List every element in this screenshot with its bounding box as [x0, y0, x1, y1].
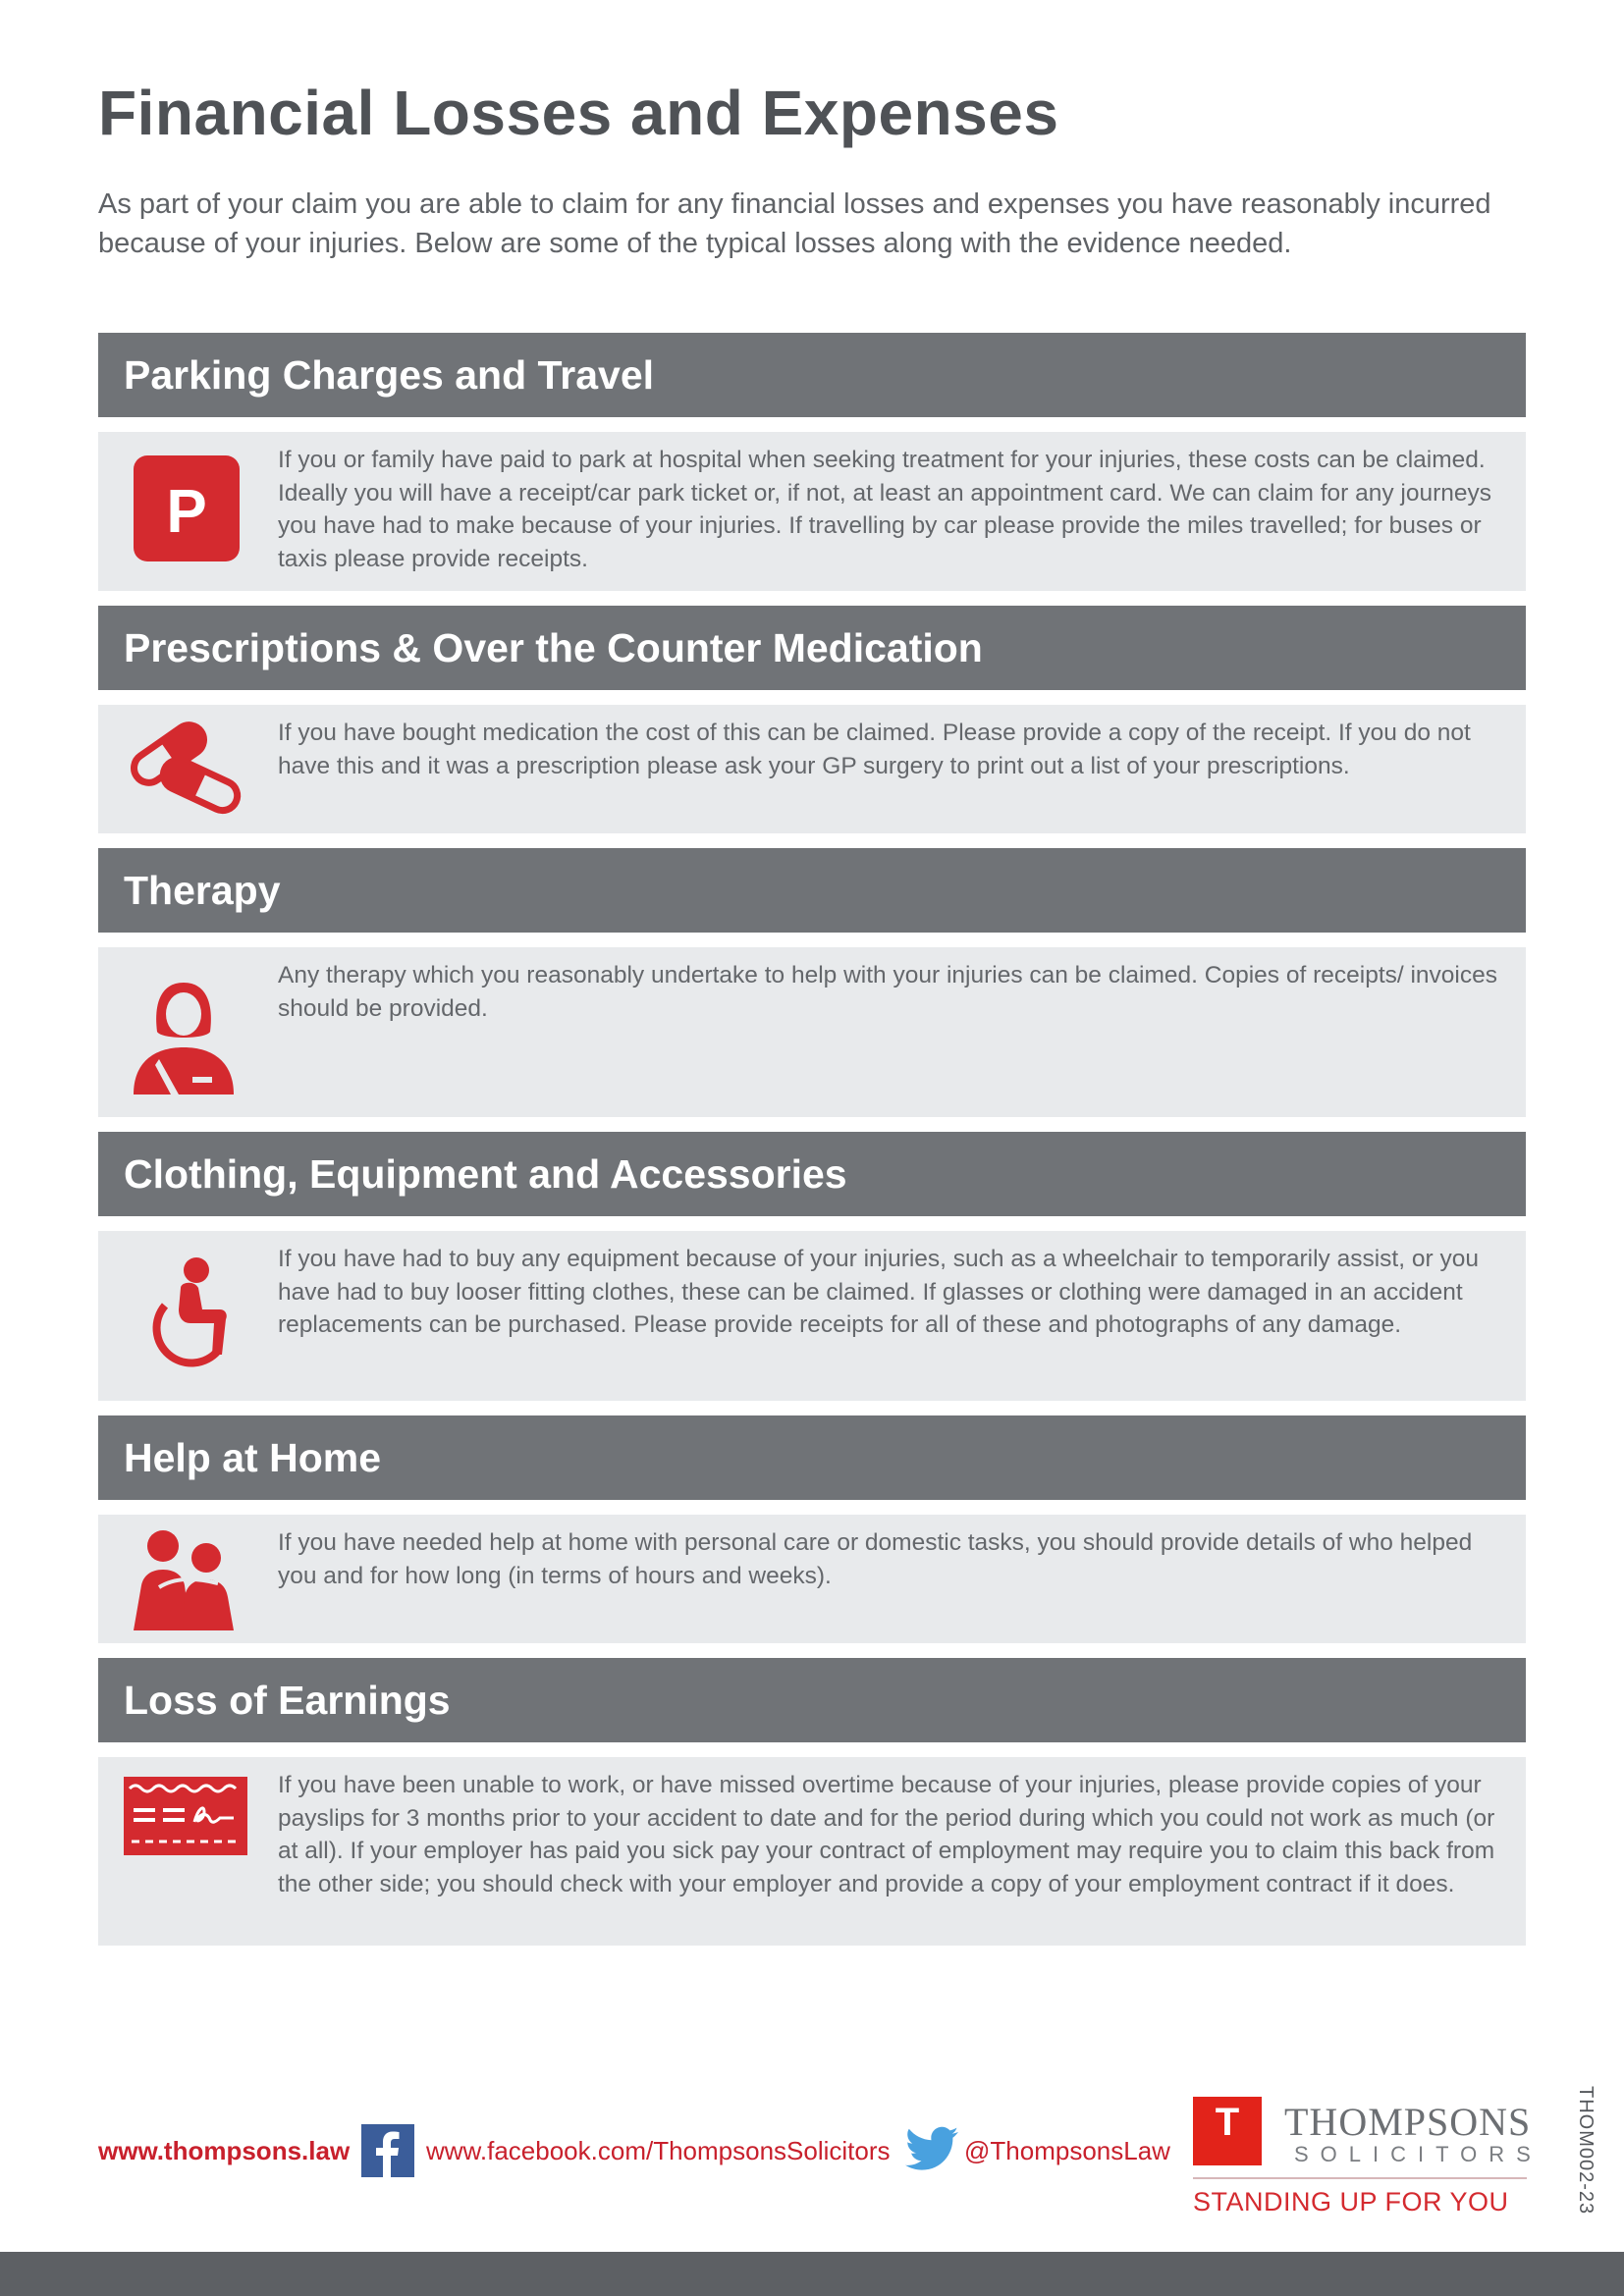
section-heading: Parking Charges and Travel	[98, 333, 1526, 417]
section-text: If you have been unable to work, or have missed overtime because of your injuries, please provide copies of your payslips for 3 months prior to your accident to date and for the period during which you could not work as much (or at all). If your employer has paid you sick pay your contract of employment may require you to claim this back from the other side; you should check with your employer and provide a copy of your employment contract if it does.	[278, 1772, 1495, 1897]
twitter-icon[interactable]	[905, 2126, 958, 2171]
facebook-icon[interactable]	[361, 2124, 414, 2177]
section-body	[98, 1515, 1526, 1643]
section-heading: Prescriptions & Over the Counter Medication	[98, 606, 1526, 690]
section-body	[98, 705, 1526, 833]
brand-logo-letter: T	[1215, 2101, 1240, 2144]
section-heading: Therapy	[98, 848, 1526, 933]
parking-icon	[120, 446, 247, 573]
brand-subtitle: SOLICITORS	[1294, 2142, 1543, 2166]
section-heading: Help at Home	[98, 1415, 1526, 1500]
bottom-bar	[0, 2252, 1624, 2296]
section-prescriptions	[98, 606, 1526, 833]
section-loss-of-earnings	[98, 1658, 1526, 1946]
section-text: If you have needed help at home with personal care or domestic tasks, you should provide details of who helped you and for how long (in terms of hours and weeks).	[278, 1529, 1473, 1589]
website-link[interactable]: www.thompsons.law	[98, 2136, 351, 2165]
section-text: If you have bought medication the cost of this can be claimed. Please provide a copy of the receipt. If you do not have this and it was a prescription please ask your GP surgery to print out a list of your prescriptions.	[278, 720, 1471, 779]
section-text: If you have had to buy any equipment because of your injuries, such as a wheelchair to temporarily assist, or you have had to buy looser fitting clothes, these can be claimed. If glasses or clothing were damaged in an accident replacements can be purchased. Please provide receipts for all of these and photographs of any damage.	[278, 1246, 1479, 1338]
brand-logo-mark	[1193, 2097, 1262, 2165]
therapist-icon	[120, 971, 247, 1098]
section-clothing	[98, 1132, 1526, 1401]
section-body	[98, 1231, 1526, 1401]
section-heading: Loss of Earnings	[98, 1658, 1526, 1742]
parking-icon-letter: P	[166, 478, 207, 546]
pills-icon	[120, 705, 247, 832]
brand-tagline: STANDING UP FOR YOU	[1193, 2187, 1509, 2216]
brand-name: THOMPSONS	[1284, 2100, 1532, 2144]
section-help-at-home	[98, 1415, 1526, 1643]
section-text: If you or family have paid to park at hospital when seeking treatment for your injuries, these costs can be claimed. Ideally you will have a receipt/car park ticket or, if not, at least an appointment card. We can claim for any journeys you have had to make because of your injuries. If travelling by car please provide the miles travelled; for buses or taxis please provide receipts.	[278, 447, 1492, 572]
page-title: Financial Losses and Expenses	[98, 78, 1059, 148]
section-heading: Clothing, Equipment and Accessories	[98, 1132, 1526, 1216]
payslip-icon	[120, 1759, 247, 1887]
section-parking	[98, 333, 1526, 591]
facebook-link[interactable]: www.facebook.com/ThompsonsSolicitors	[426, 2136, 891, 2165]
document-code: THOM002-23	[1575, 2086, 1597, 2216]
section-text: Any therapy which you reasonably undertake to help with your injuries can be claimed. Copies of receipts/ invoices should be provided.	[278, 962, 1497, 1022]
carers-icon	[120, 1515, 247, 1642]
intro-paragraph: As part of your claim you are able to claim for any financial losses and expenses you have reasonably incurred because of your injuries. Below are some of the typical losses along with the evidence needed.	[98, 188, 1491, 259]
section-body	[98, 1757, 1526, 1946]
section-body	[98, 947, 1526, 1117]
section-body	[98, 432, 1526, 591]
twitter-handle[interactable]: @ThompsonsLaw	[964, 2136, 1170, 2165]
section-therapy	[98, 848, 1526, 1117]
wheelchair-icon	[120, 1245, 247, 1372]
brand-divider	[1193, 2177, 1527, 2179]
